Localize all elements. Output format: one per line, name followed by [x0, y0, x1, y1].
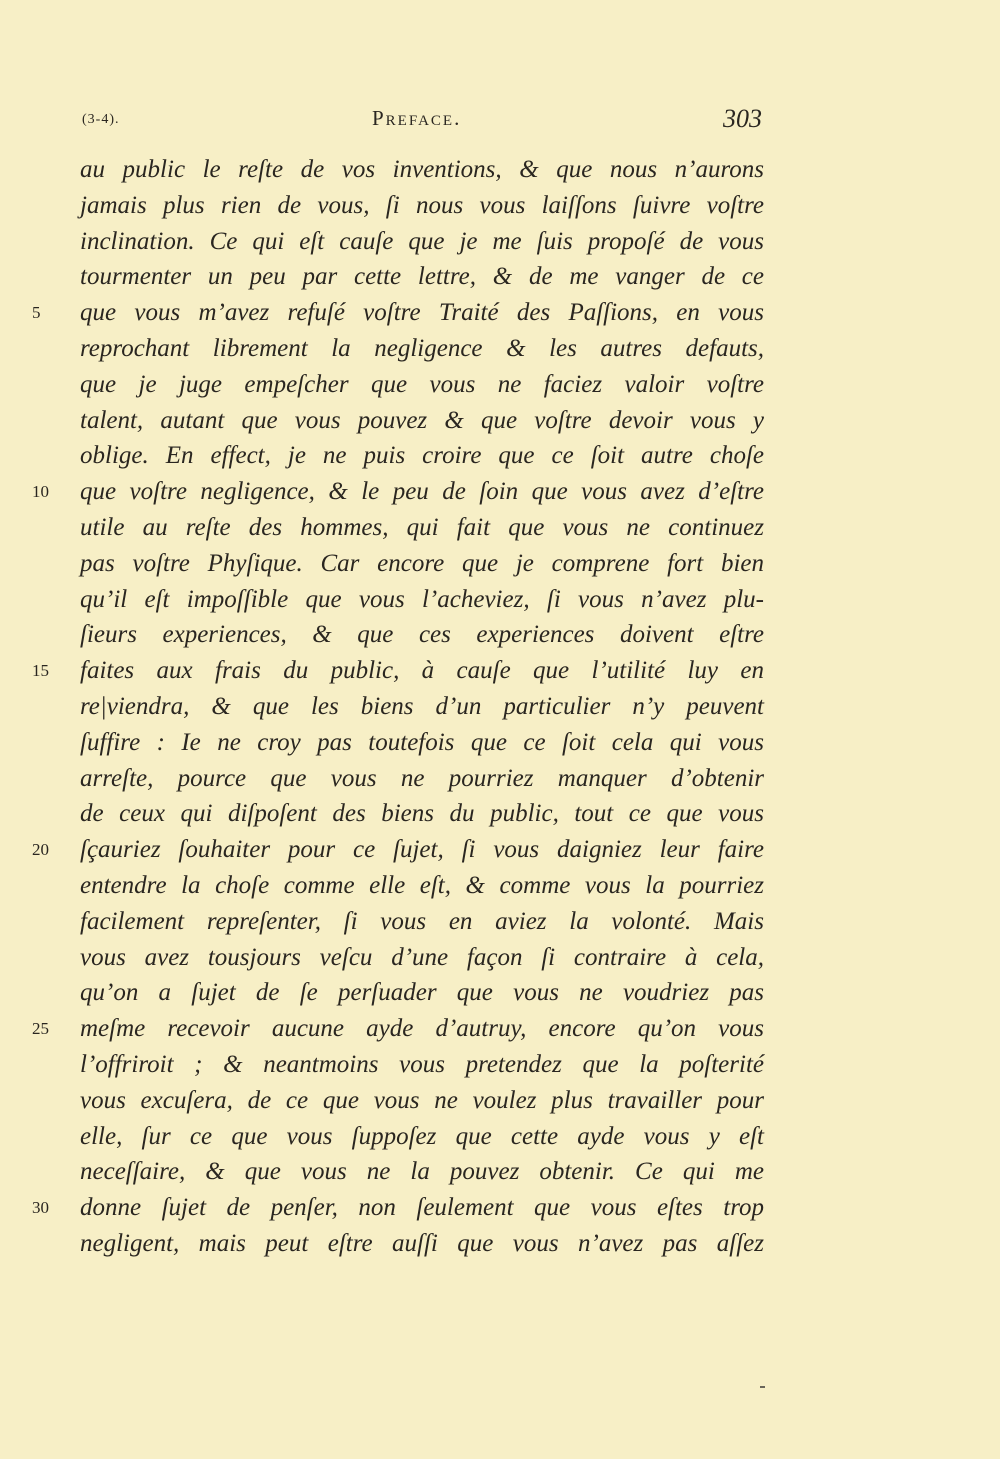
line-text: qu’on a ſujet de ſe perſuader que vous ne voudriez pas — [80, 979, 764, 1007]
text-line — [32, 1190, 764, 1226]
text-line — [32, 832, 764, 868]
line-text: talent, autant que vous pouvez & que voſtre devoir vous y — [80, 406, 764, 434]
line-number: 10 — [32, 482, 49, 502]
line-text: inclination. Ce qui eſt cauſe que je me ſuis propoſé de vous — [80, 227, 764, 255]
line-text: qu’il eſt impoſſible que vous l’acheviez, ſi vous n’avez plu- — [80, 585, 764, 613]
text-line — [80, 1083, 764, 1119]
text-line — [80, 188, 764, 224]
line-text: arreſte, pource que vous ne pourriez manquer d’obtenir — [80, 764, 764, 792]
line-text: vous avez tousjours veſcu d’une façon ſi contraire à cela, — [80, 943, 764, 971]
line-text: ſuffire : Ie ne croy pas toutefois que ce ſoit cela qui vous — [80, 728, 764, 756]
text-line — [80, 331, 764, 367]
line-number: 5 — [32, 303, 41, 323]
text-line — [80, 904, 764, 940]
line-text: donne ſujet de penſer, non ſeulement que vous eſtes trop — [80, 1194, 764, 1222]
line-text: faites aux frais du public, à cauſe que l’utilité luy en — [80, 657, 764, 685]
text-line — [80, 617, 764, 653]
header-section-ref: (3-4). — [82, 112, 120, 127]
line-text: meſme recevoir aucune ayde d’autruy, encore qu’on vous — [80, 1015, 764, 1043]
text-line — [80, 259, 764, 295]
header-title: Preface. — [372, 106, 462, 130]
text-line — [80, 1226, 764, 1262]
text-line — [32, 474, 764, 510]
line-text: vous excuſera, de ce que vous ne voulez plus travailler pour — [80, 1086, 764, 1114]
line-text: jamais plus rien de vous, ſi nous vous laiſſons ſuivre voſtre — [80, 191, 764, 219]
text-line — [80, 1119, 764, 1155]
line-text: oblige. En effect, je ne puis croire que ce ſoit autre choſe — [80, 442, 764, 470]
line-text: neceſſaire, & que vous ne la pouvez obtenir. Ce qui me — [80, 1158, 764, 1186]
line-text: ſçauriez ſouhaiter pour ce ſujet, ſi vous daigniez leur faire — [80, 836, 764, 864]
text-line — [80, 438, 764, 474]
ink-speck — [760, 1386, 765, 1388]
line-text: facilement repreſenter, ſi vous en aviez la volonté. Mais — [80, 907, 764, 935]
running-header — [82, 104, 762, 140]
line-text: de ceux qui diſpoſent des biens du public, tout ce que vous — [80, 800, 764, 828]
page-number: 303 — [723, 104, 762, 133]
line-text: tourmenter un peu par cette lettre, & de me vanger de ce — [80, 263, 764, 291]
text-line — [80, 940, 764, 976]
line-text: utile au reſte des hommes, qui fait que vous ne continuez — [80, 513, 764, 541]
text-line — [80, 761, 764, 797]
line-text: ſieurs experiences, & que ces experiences doivent eſtre — [80, 621, 764, 649]
line-number: 25 — [32, 1019, 49, 1039]
line-number: 15 — [32, 661, 49, 681]
text-line — [80, 582, 764, 618]
line-text: re|viendra, & que les biens d’un particulier n’y peuvent — [80, 692, 764, 720]
line-text: entendre la choſe comme elle eſt, & comme vous la pourriez — [80, 871, 764, 899]
line-text: elle, ſur ce que vous ſuppoſez que cette ayde vous y eſt — [80, 1122, 764, 1150]
line-text: l’offriroit ; & neantmoins vous pretendez que la poſterité — [80, 1050, 764, 1078]
text-line — [80, 796, 764, 832]
text-line — [32, 653, 764, 689]
line-text: au public le reſte de vos inventions, & que nous n’aurons — [80, 156, 764, 183]
text-line — [80, 510, 764, 546]
text-line — [80, 367, 764, 403]
text-line — [80, 546, 764, 582]
text-line — [80, 868, 764, 904]
text-line — [80, 975, 764, 1011]
body-text — [32, 152, 764, 1262]
line-text: reprochant librement la negligence & les autres defauts, — [80, 334, 764, 362]
line-number: 30 — [32, 1198, 49, 1218]
text-line — [32, 1011, 764, 1047]
line-text: que je juge empeſcher que vous ne faciez valoir voſtre — [80, 370, 764, 398]
text-line — [32, 295, 764, 331]
text-line — [80, 689, 764, 725]
line-number: 20 — [32, 840, 49, 860]
text-line — [80, 152, 764, 188]
line-text: que voſtre negligence, & le peu de ſoin que vous avez d’eſtre — [80, 478, 764, 506]
text-line — [80, 1047, 764, 1083]
text-line — [80, 1154, 764, 1190]
line-text: que vous m’avez refuſé voſtre Traité des Paſſions, en vous — [80, 299, 764, 327]
line-text: negligent, mais peut eſtre auſſi que vous n’avez pas aſſez — [80, 1229, 764, 1257]
text-line — [80, 403, 764, 439]
text-line — [80, 725, 764, 761]
line-text: pas voſtre Phyſique. Car encore que je comprene fort bien — [80, 549, 764, 577]
text-line — [80, 224, 764, 260]
